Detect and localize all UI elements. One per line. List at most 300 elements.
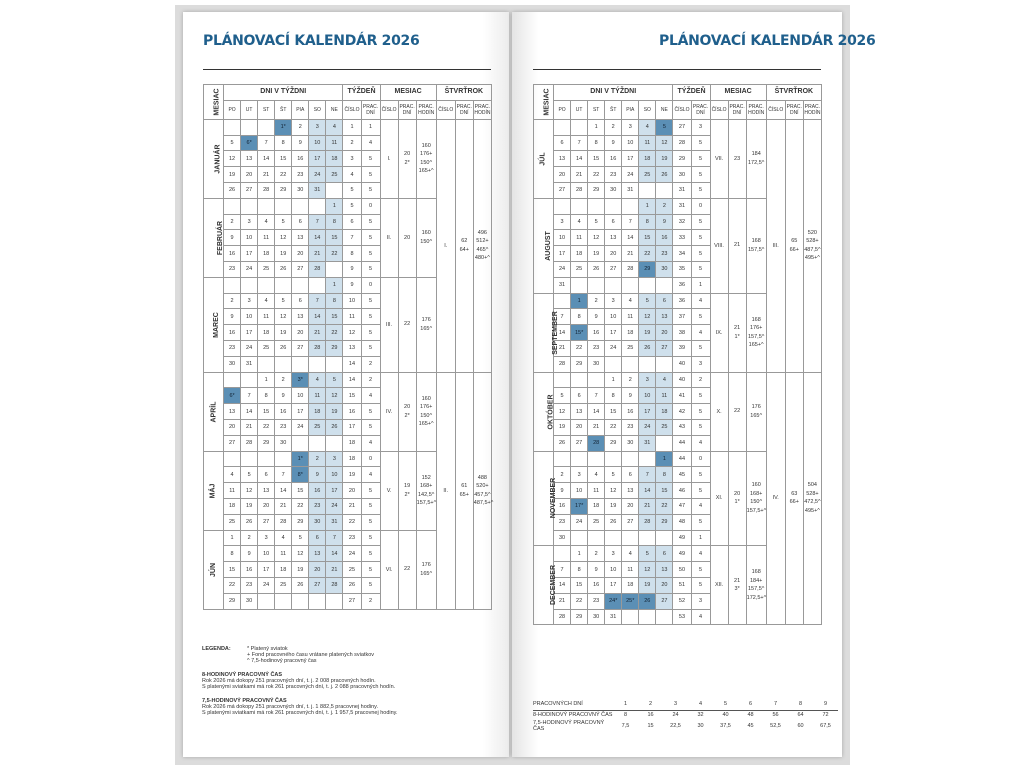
quarter-number: II.	[436, 372, 455, 609]
day-cell	[326, 261, 343, 277]
month-hours	[746, 119, 766, 198]
day-name: PIA	[292, 100, 309, 119]
day-cell: 19	[588, 246, 605, 262]
quarter-workdays	[455, 119, 473, 372]
column-header: PRAC. HODÍN	[416, 100, 436, 119]
day-cell: 10	[605, 309, 622, 325]
week-workdays: 1	[691, 277, 710, 293]
day-cell: 18	[639, 151, 656, 167]
week-number: 8	[343, 246, 361, 262]
day-cell: 30	[622, 435, 639, 451]
day-cell: 6	[656, 293, 673, 309]
value-stack	[747, 237, 766, 254]
day-cell: 23	[588, 593, 605, 609]
day-cell	[622, 609, 639, 625]
month-workdays	[398, 372, 416, 451]
day-cell: 17	[605, 577, 622, 593]
day-cell	[588, 372, 605, 388]
day-cell: 23	[224, 340, 241, 356]
row-label: 8-HODINOVÝ PRACOVNÝ ČAS	[533, 712, 613, 718]
week-workdays: 5	[361, 309, 380, 325]
day-cell	[588, 277, 605, 293]
month-name	[534, 119, 554, 198]
month-label: JÚL	[539, 152, 547, 166]
week-number: 43	[673, 419, 691, 435]
value: 165+^	[418, 421, 434, 428]
value-stack	[747, 150, 766, 167]
week-workdays: 3	[691, 593, 710, 609]
value: 5	[713, 700, 738, 711]
week-workdays: 4	[361, 435, 380, 451]
day-cell: 29	[571, 609, 588, 625]
day-cell: 9	[241, 546, 258, 562]
day-cell: 11	[309, 388, 326, 404]
value: 465^	[476, 246, 489, 253]
value-stack	[399, 482, 416, 499]
day-name: ST	[258, 100, 275, 119]
day-cell: 16	[554, 498, 571, 514]
week-header: TÝŽDEŇ	[343, 85, 380, 101]
column-header: ČÍSLO	[710, 100, 728, 119]
divider	[203, 69, 491, 70]
day-cell: 10	[241, 309, 258, 325]
quarter-number: III.	[766, 119, 785, 372]
week-number: 37	[673, 309, 691, 325]
day-cell: 26	[605, 514, 622, 530]
days-header: DNI V TÝŽDNI	[224, 85, 343, 101]
day-cell: 23	[275, 419, 292, 435]
day-cell: 10	[622, 135, 639, 151]
value-stack	[804, 229, 821, 263]
week-number: 50	[673, 562, 691, 578]
value: 20	[404, 234, 411, 241]
week-number: 48	[673, 514, 691, 530]
month-name	[534, 546, 558, 625]
week-workdays: 5	[361, 182, 380, 198]
day-cell	[275, 277, 292, 293]
day-cell: 11	[275, 546, 292, 562]
day-cell: 9	[292, 135, 309, 151]
day-cell	[605, 198, 622, 214]
day-cell: 11	[588, 483, 605, 499]
day-cell: 29	[588, 182, 605, 198]
quarter-hours	[473, 372, 494, 609]
value: 472,5^	[804, 499, 821, 506]
value: 8	[623, 712, 628, 718]
day-cell: 25*	[622, 593, 639, 609]
value: 150^	[420, 238, 433, 245]
day-cell: 5	[241, 467, 258, 483]
day-cell: 31	[622, 182, 639, 198]
week-workdays: 5	[361, 514, 380, 530]
value: 168	[751, 569, 761, 576]
week-number: 26	[343, 577, 361, 593]
week-number: 49	[673, 530, 691, 546]
day-cell: 19	[326, 404, 343, 420]
day-cell: 12	[639, 562, 656, 578]
column-header: PRAC. HODÍN	[746, 100, 766, 119]
day-cell: 15	[639, 230, 656, 246]
day-cell	[588, 451, 605, 467]
quarter-hours	[803, 119, 821, 372]
value: 62	[461, 238, 468, 245]
day-cell: 14	[258, 151, 275, 167]
week-workdays: 5	[691, 404, 710, 420]
value-stack	[399, 320, 416, 329]
day-cell: 1	[588, 119, 605, 135]
day-cell: 16	[588, 325, 605, 341]
day-cell: 28	[622, 261, 639, 277]
month-hours	[416, 372, 436, 451]
day-cell: 2	[656, 198, 673, 214]
month-name	[204, 372, 224, 451]
month-header	[204, 85, 224, 120]
day-cell	[622, 356, 639, 372]
value: 495+^	[804, 255, 820, 262]
value: 60	[797, 723, 804, 729]
day-cell: 9	[605, 135, 622, 151]
day-cell: 19	[639, 577, 656, 593]
day-cell: 21	[554, 340, 571, 356]
calendar-table-h1	[203, 84, 492, 610]
value: 504	[807, 482, 817, 489]
page-title-right: PLÁNOVACÍ KALENDÁR 2026	[659, 33, 876, 49]
day-cell: 15	[656, 483, 673, 499]
value: 176+	[419, 404, 433, 411]
day-cell: 10	[571, 483, 588, 499]
day-cell: 27	[656, 593, 673, 609]
day-cell	[224, 119, 241, 135]
day-cell: 4	[275, 530, 292, 546]
day-cell: 22	[588, 167, 605, 183]
day-cell: 12	[656, 135, 673, 151]
day-cell: 5	[292, 530, 309, 546]
day-cell: 3	[605, 546, 622, 562]
day-cell: 17	[241, 246, 258, 262]
week-workdays: 5	[361, 530, 380, 546]
day-cell	[622, 530, 639, 546]
day-cell	[292, 435, 309, 451]
day-cell: 4	[258, 214, 275, 230]
column-header: PRAC. HODÍN	[803, 100, 821, 119]
day-cell: 23	[622, 419, 639, 435]
week-workdays: 5	[691, 309, 710, 325]
day-cell: 9	[309, 467, 326, 483]
day-cell: 21	[309, 246, 326, 262]
day-cell: 16	[224, 246, 241, 262]
day-cell: 20	[605, 246, 622, 262]
day-cell: 22	[571, 593, 588, 609]
week-number: 18	[343, 451, 361, 467]
day-cell	[258, 277, 275, 293]
day-cell: 9	[588, 309, 605, 325]
day-cell: 5	[326, 372, 343, 388]
day-cell: 28	[588, 435, 605, 451]
month-hours	[746, 372, 766, 451]
day-cell: 24	[639, 419, 656, 435]
day-cell: 2	[292, 119, 309, 135]
day-cell: 18	[275, 562, 292, 578]
day-cell: 19	[292, 562, 309, 578]
day-cell: 20	[224, 419, 241, 435]
month-hours	[416, 119, 436, 198]
month-workdays	[728, 451, 746, 546]
week-number: 49	[673, 546, 691, 562]
week-number: 41	[673, 388, 691, 404]
day-cell: 15	[292, 483, 309, 499]
day-cell: 27	[656, 340, 673, 356]
day-cell: 22	[656, 498, 673, 514]
month-number: V.	[380, 451, 398, 530]
week-number: 31	[673, 182, 691, 198]
day-cell: 1	[571, 293, 588, 309]
day-cell	[258, 451, 275, 467]
day-cell: 7	[275, 467, 292, 483]
day-cell: 19	[224, 167, 241, 183]
legend	[202, 646, 502, 716]
week-header: TÝŽDEŇ	[673, 85, 710, 101]
day-cell: 1	[605, 372, 622, 388]
value: 495+^	[804, 507, 820, 514]
day-cell: 2	[605, 119, 622, 135]
week-number: 25	[343, 562, 361, 578]
week-number: 40	[673, 356, 691, 372]
week-workdays: 5	[361, 483, 380, 499]
quarter-number: IV.	[766, 372, 785, 625]
value: 457,5^	[474, 491, 491, 498]
day-cell: 14	[309, 230, 326, 246]
day-cell: 21	[326, 562, 343, 578]
day-cell: 3	[258, 530, 275, 546]
day-cell: 24	[571, 514, 588, 530]
table-row	[534, 119, 822, 135]
day-cell	[292, 277, 309, 293]
day-cell	[309, 593, 326, 609]
day-cell	[605, 356, 622, 372]
day-cell: 11	[258, 309, 275, 325]
month-workdays	[398, 119, 416, 198]
day-name: SO	[309, 100, 326, 119]
month-label: OKTÓBER	[547, 394, 555, 430]
day-cell: 19	[554, 419, 571, 435]
day-cell: 30	[241, 593, 258, 609]
week-number: 1	[343, 119, 361, 135]
value: 165^	[420, 325, 433, 332]
day-name: ŠT	[605, 100, 622, 119]
quarter-header: ŠTVRŤROK	[766, 85, 821, 101]
value: 165+^	[418, 168, 434, 175]
quarter-workdays	[785, 372, 803, 625]
day-cell: 10	[605, 562, 622, 578]
legend-item: * Platený sviatok	[247, 646, 288, 652]
day-cell: 19	[275, 325, 292, 341]
week-number: 31	[673, 198, 691, 214]
quarter-header: ŠTVRŤROK	[436, 85, 491, 101]
day-cell: 28	[241, 435, 258, 451]
month-number: IX.	[710, 293, 728, 372]
value: 168+	[749, 490, 763, 497]
day-cell: 28	[258, 182, 275, 198]
day-cell: 24	[326, 498, 343, 514]
value: 168+	[419, 483, 433, 490]
value: 157,5+^	[416, 500, 437, 507]
week-workdays: 1	[691, 530, 710, 546]
week-workdays: 5	[361, 546, 380, 562]
day-cell: 23	[656, 246, 673, 262]
month-label: JANUÁR	[214, 144, 222, 174]
day-cell: 1	[571, 546, 588, 562]
month-workdays	[398, 451, 416, 530]
day-cell: 30	[605, 182, 622, 198]
day-cell: 4	[622, 546, 639, 562]
quarter-workdays	[785, 119, 803, 372]
day-cell	[656, 182, 673, 198]
day-cell	[241, 119, 258, 135]
day-cell: 17	[258, 562, 275, 578]
week-number: 7	[343, 230, 361, 246]
day-cell: 7	[554, 309, 571, 325]
day-cell: 4	[309, 372, 326, 388]
week-workdays: 2	[361, 593, 380, 609]
day-cell: 21	[258, 167, 275, 183]
day-cell: 20	[292, 325, 309, 341]
week-workdays: 5	[691, 483, 710, 499]
week-workdays: 1	[361, 119, 380, 135]
day-cell	[639, 530, 656, 546]
month-number: VI.	[380, 530, 398, 609]
day-cell: 4	[622, 293, 639, 309]
value: 66+	[789, 246, 799, 253]
day-cell: 5	[588, 214, 605, 230]
week-workdays: 5	[691, 135, 710, 151]
value: 52,5	[770, 723, 781, 729]
day-cell: 9	[224, 230, 241, 246]
value-stack	[417, 561, 436, 578]
value: 3	[663, 700, 688, 711]
day-cell: 28	[326, 577, 343, 593]
week-number: 9	[343, 261, 361, 277]
day-cell	[639, 356, 656, 372]
day-cell: 8	[605, 388, 622, 404]
month-number: XI.	[710, 451, 728, 546]
value: 21	[734, 325, 741, 332]
day-cell: 31	[309, 182, 326, 198]
day-cell: 21	[622, 246, 639, 262]
value-stack	[747, 481, 766, 515]
column-header: PRAC. HODÍN	[473, 100, 491, 119]
value: 21	[734, 577, 741, 584]
value: 512+	[476, 238, 489, 245]
day-cell: 29	[224, 593, 241, 609]
day-cell: 21	[309, 325, 326, 341]
week-number: 9	[343, 277, 361, 293]
day-cell: 8	[326, 214, 343, 230]
day-cell: 5	[639, 293, 656, 309]
month-workdays	[398, 198, 416, 277]
week-workdays: 5	[361, 167, 380, 183]
day-cell: 7	[309, 293, 326, 309]
day-cell: 1	[639, 198, 656, 214]
month-name	[534, 293, 559, 372]
quarter-hours	[473, 119, 491, 372]
week-workdays: 2	[691, 372, 710, 388]
value-stack	[729, 577, 746, 594]
day-cell: 8	[571, 562, 588, 578]
day-cell	[656, 435, 673, 451]
day-cell: 9	[554, 483, 571, 499]
day-cell: 5	[275, 214, 292, 230]
value: 160	[751, 482, 761, 489]
month-workdays	[728, 293, 746, 372]
week-workdays: 5	[361, 246, 380, 262]
month-workdays	[728, 546, 746, 625]
day-cell: 10	[639, 388, 656, 404]
day-cell: 14	[622, 230, 639, 246]
note: Rok 2026 má dokopy 251 pracovných dní, t. j. 2 008 pracovných hodín.	[202, 678, 376, 684]
day-cell: 20	[622, 498, 639, 514]
value: 165+^	[748, 342, 764, 349]
day-cell	[571, 277, 588, 293]
value: 48	[747, 712, 754, 718]
day-cell: 13	[656, 562, 673, 578]
month-name	[204, 198, 224, 277]
day-cell: 13	[622, 483, 639, 499]
day-cell: 5	[275, 293, 292, 309]
week-workdays: 5	[361, 293, 380, 309]
day-cell: 29	[275, 182, 292, 198]
week-number: 19	[343, 467, 361, 483]
day-cell	[622, 198, 639, 214]
day-cell: 27	[241, 182, 258, 198]
day-cell: 13	[292, 230, 309, 246]
month-number: III.	[380, 277, 398, 372]
day-cell: 6*	[241, 135, 258, 151]
day-cell: 5	[656, 119, 673, 135]
month-number: X.	[710, 372, 728, 451]
day-cell: 16	[241, 562, 258, 578]
day-cell: 22	[571, 340, 588, 356]
month-label: MAREC	[212, 311, 220, 338]
value: 72	[822, 712, 829, 718]
day-cell: 23	[605, 167, 622, 183]
day-cell: 24	[309, 167, 326, 183]
day-cell: 14	[326, 546, 343, 562]
day-name: PIA	[622, 100, 639, 119]
day-cell	[275, 593, 292, 609]
day-cell: 10	[554, 230, 571, 246]
day-cell: 22	[605, 419, 622, 435]
day-cell: 18	[588, 498, 605, 514]
value: 2*	[404, 491, 410, 498]
day-cell: 10	[309, 135, 326, 151]
week-workdays: 5	[361, 340, 380, 356]
day-cell: 20	[554, 167, 571, 183]
day-cell	[622, 451, 639, 467]
week-number: 13	[343, 340, 361, 356]
day-cell: 24	[554, 261, 571, 277]
day-cell: 17	[326, 483, 343, 499]
day-cell: 17	[639, 404, 656, 420]
week-workdays: 5	[361, 325, 380, 341]
week-workdays: 4	[691, 435, 710, 451]
day-cell: 10	[258, 546, 275, 562]
day-cell: 22	[326, 246, 343, 262]
day-cell: 31	[326, 514, 343, 530]
day-cell: 14	[275, 483, 292, 499]
week-number: 5	[343, 198, 361, 214]
day-cell: 20	[656, 577, 673, 593]
day-cell	[571, 530, 588, 546]
